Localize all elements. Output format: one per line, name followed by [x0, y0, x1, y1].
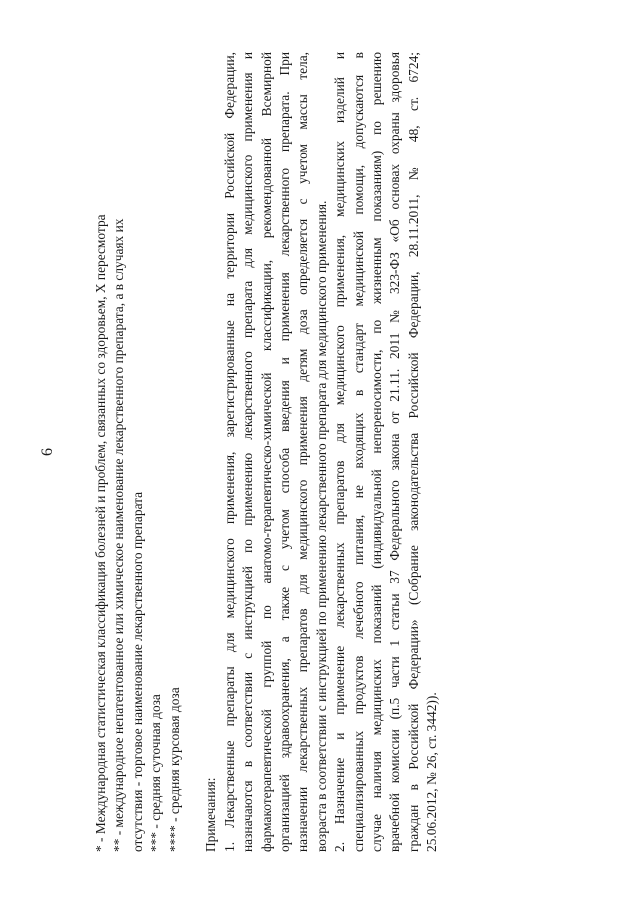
footnote-daily-dose: *** - средняя суточная доза	[148, 694, 164, 852]
footnote-inn: ** - международное непатентованное или химическое наименование лекарственного препарата, а в случаях их	[111, 218, 127, 852]
notes-section	[202, 52, 441, 852]
page-number: 6	[39, 448, 56, 456]
note-line: возраста в соответствии с инструкцией по применению лекарственного препарата для медицинского применения.	[313, 200, 329, 852]
note-line: случае наличия медицинских показаний (индивидуальной непереносимости, по жизненным показаниям) по решению	[368, 52, 384, 852]
rotated-text-block	[38, 52, 440, 852]
note-line: 2. Назначение и применение лекарственных препаратов для медицинского применения, медицинских изделий и	[332, 52, 348, 852]
note-line: граждан в Российской Федерации» (Собрание законодательства Российской Федерации, 28.11.2011, № 48, ст. 6724;	[405, 52, 421, 852]
spacer	[184, 52, 202, 852]
footnote-course-dose: **** - средняя курсовая доза	[166, 687, 182, 852]
note-line: назначении лекарственных препаратов для медицинского применения детям доза определяется с учетом массы тела,	[295, 52, 311, 852]
note-line: назначаются в соответствии с инструкцией по применению лекарственного препарата для медицинского применения и	[240, 52, 256, 852]
note-line: организацией здравоохранения, а также с учетом способа введения и применения лекарственного препарата. При	[277, 52, 292, 852]
note-line: фармакотерапевтической группой по анатомо-терапевтическо-химической классификации, рекомендованной Всемирной	[258, 52, 274, 852]
footnote-inn-cont: отсутствия - торговое наименование лекарственного препарата	[129, 491, 145, 852]
footnote-icd: * - Международная статистическая классификация болезней и проблем, связанных со здоровьем, X пересмотра	[93, 214, 108, 852]
note-line: специализированных продуктов лечебного питания, не входящих в стандарт медицинской помощи, допускаются в	[350, 52, 366, 852]
notes-heading: Примечания:	[203, 777, 219, 852]
page-content	[92, 52, 442, 852]
note-line: врачебной комиссии (п.5 части 1 статьи 37 Федерального закона от 21.11. 2011 № 323-ФЗ «Об основах охраны здоровья	[387, 52, 403, 852]
note-line: 25.06.2012, № 26, ст. 3442)).	[424, 692, 440, 852]
footnotes	[92, 52, 184, 852]
note-line: 1. Лекарственные препараты для медицинского применения, зарегистрированные на территории Российской Федерации,	[221, 52, 237, 852]
